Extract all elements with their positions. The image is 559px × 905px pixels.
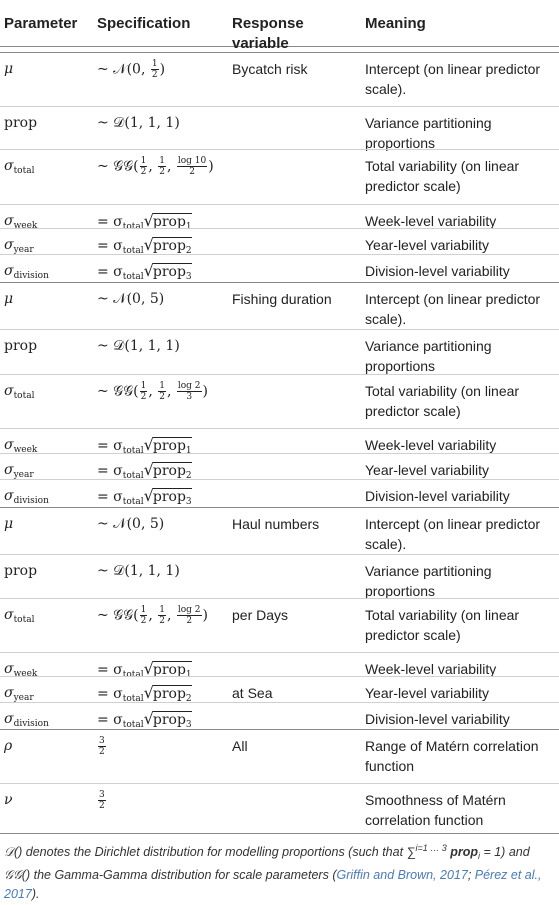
table-footnote: 𝒟() denotes the Dirichlet distribution for modelling proportions (such that ∑$^{i=1 \dots 3}$ prop$_i$ = 1) and 𝒢𝒢() the Gamma-Gamma distribution for scale parameters (Griffin and Brown, 2017; Pérez et al., 2017).: [4, 843, 542, 902]
cell-specification: $\frac{3}{2}$: [99, 736, 105, 757]
cell-parameter: $\sigma_{week}$: [4, 661, 38, 679]
header-meaning: Meaning: [365, 15, 426, 32]
cell-meaning: Intercept (on linear predictor scale).: [365, 61, 541, 97]
citation-perez[interactable]: Pérez et al., 2017: [4, 868, 542, 902]
cell-parameter: ρ: [4, 738, 13, 754]
table-row: [0, 676, 559, 704]
table-row: [0, 507, 559, 554]
cell-parameter: prop: [4, 338, 38, 354]
cell-parameter: ν: [4, 792, 13, 808]
cell-parameter: $\sigma_{division}$: [4, 488, 49, 506]
table-row: [0, 329, 559, 372]
cell-parameter: $\sigma_{week}$: [4, 213, 38, 231]
cell-meaning: Week-level variability: [365, 437, 497, 453]
footnote-separator: ;: [467, 868, 475, 883]
table-row: [0, 554, 559, 597]
cell-parameter: prop: [4, 563, 38, 579]
cell-specification: = $\sigma_{total}√prop_1$: [97, 211, 192, 232]
footnote-text-1: 𝒟() denotes the Dirichlet distribution for modelling proportions (such that ∑: [4, 845, 416, 860]
cell-response: per Days: [232, 607, 289, 623]
table-row: [0, 479, 559, 506]
table-row: [0, 204, 559, 232]
cell-specification: ~ 𝒢𝒢( $\frac{1}{2}$ , $\frac{1}{2}$ , $\frac{\log 2}{2}$ ): [97, 605, 208, 626]
cell-specification: ~ 𝒟(1, 1, 1): [97, 338, 180, 354]
cell-parameter: $\sigma_{year}$: [4, 685, 34, 703]
cell-parameter: $\sigma_{year}$: [4, 462, 34, 480]
table-header: [0, 0, 559, 52]
cell-specification: ~ 𝒟(1, 1, 1): [97, 563, 180, 579]
footnote-text-2: = 1) and 𝒢𝒢() the Gamma-Gamma distribution for scale parameters (: [4, 845, 530, 883]
cell-specification: = $\sigma_{total}√prop_1$: [97, 435, 192, 456]
cell-parameter: $\sigma_{total}$: [4, 158, 35, 176]
cell-meaning: Total variability (on linear predictor scale): [365, 607, 520, 643]
table-row: [0, 282, 559, 329]
cell-meaning: Total variability (on linear predictor scale): [365, 158, 520, 194]
cell-specification: = $\sigma_{total}√prop_1$: [97, 659, 192, 680]
cell-parameter: $\sigma_{total}$: [4, 607, 35, 625]
cell-response: Fishing duration: [232, 291, 332, 307]
header-parameter: Parameter: [4, 15, 78, 32]
cell-specification: ~ 𝒢𝒢( $\frac{1}{2}$ , $\frac{1}{2}$ , $\frac{\log 10}{2}$ ): [97, 156, 214, 177]
header-specification: Specification: [97, 15, 191, 32]
cell-specification: = $\sigma_{total}√prop_3$: [97, 486, 192, 507]
table-row: [0, 254, 559, 281]
table-row: [0, 783, 559, 834]
table-row: [0, 149, 559, 200]
cell-meaning: Variance partitioning proportions: [365, 115, 492, 151]
cell-meaning: Week-level variability: [365, 661, 497, 677]
cell-specification: $\frac{3}{2}$: [99, 790, 105, 811]
table-row: [0, 52, 559, 103]
cell-parameter: $\sigma_{total}$: [4, 383, 35, 401]
cell-parameter: $\sigma_{division}$: [4, 263, 49, 281]
table-row: [0, 652, 559, 680]
cell-response: at Sea: [232, 685, 273, 701]
table-row: [0, 428, 559, 456]
cell-meaning: Range of Matérn correlation function: [365, 738, 539, 774]
citation-griffin-brown[interactable]: Griffin and Brown, 2017: [336, 868, 468, 883]
cell-meaning: Year-level variability: [365, 685, 489, 701]
cell-specification: ~ 𝒟(1, 1, 1): [97, 115, 180, 131]
cell-parameter: $\sigma_{year}$: [4, 237, 34, 255]
table-row: [0, 702, 559, 729]
cell-meaning: Division-level variability: [365, 488, 510, 504]
table-bottom-rule: [0, 833, 559, 834]
cell-parameter: $\sigma_{week}$: [4, 437, 38, 455]
table-row: [0, 228, 559, 256]
cell-meaning: Division-level variability: [365, 263, 510, 279]
cell-parameter: μ: [4, 61, 14, 77]
cell-specification: = $\sigma_{total}√prop_3$: [97, 261, 192, 282]
cell-meaning: Intercept (on linear predictor scale).: [365, 291, 541, 327]
cell-specification: = $\sigma_{total}√prop_2$: [97, 683, 192, 704]
cell-meaning: Total variability (on linear predictor scale): [365, 383, 520, 419]
table-row: [0, 453, 559, 481]
cell-meaning: Variance partitioning proportions: [365, 563, 492, 599]
cell-specification: = $\sigma_{total}√prop_3$: [97, 709, 192, 730]
cell-meaning: Intercept (on linear predictor scale).: [365, 516, 541, 552]
table-row: [0, 374, 559, 425]
cell-response: All: [232, 738, 248, 754]
footnote-sum-limits: i=1 … 3: [415, 843, 447, 853]
cell-meaning: Variance partitioning proportions: [365, 338, 492, 374]
footnote-end: ).: [31, 887, 40, 902]
cell-parameter: $\sigma_{division}$: [4, 711, 49, 729]
cell-specification: = $\sigma_{total}√prop_2$: [97, 460, 192, 481]
table-row: [0, 729, 559, 782]
cell-meaning: Division-level variability: [365, 711, 510, 727]
cell-specification: ~ 𝒢𝒢( $\frac{1}{2}$ , $\frac{1}{2}$ , $\frac{\log 2}{3}$ ): [97, 381, 208, 402]
cell-specification: ~ 𝒩(0, 5): [97, 291, 165, 307]
cell-meaning: Week-level variability: [365, 213, 497, 229]
cell-parameter: μ: [4, 516, 14, 532]
cell-meaning: Year-level variability: [365, 237, 489, 253]
cell-specification: = $\sigma_{total}√prop_2$: [97, 235, 192, 256]
cell-parameter: prop: [4, 115, 38, 131]
cell-response: Bycatch risk: [232, 61, 308, 77]
cell-specification: ~ 𝒩(0, $\frac{1}{2}$ ): [97, 59, 166, 80]
cell-specification: ~ 𝒩(0, 5): [97, 516, 165, 532]
cell-parameter: μ: [4, 291, 14, 307]
cell-meaning: Year-level variability: [365, 462, 489, 478]
footnote-prop: prop: [446, 845, 478, 860]
table-row: [0, 598, 559, 649]
cell-meaning: Smoothness of Matérn correlation function: [365, 792, 506, 828]
table-row: [0, 106, 559, 151]
cell-response: Haul numbers: [232, 516, 320, 532]
header-response: Response variable: [232, 15, 304, 52]
